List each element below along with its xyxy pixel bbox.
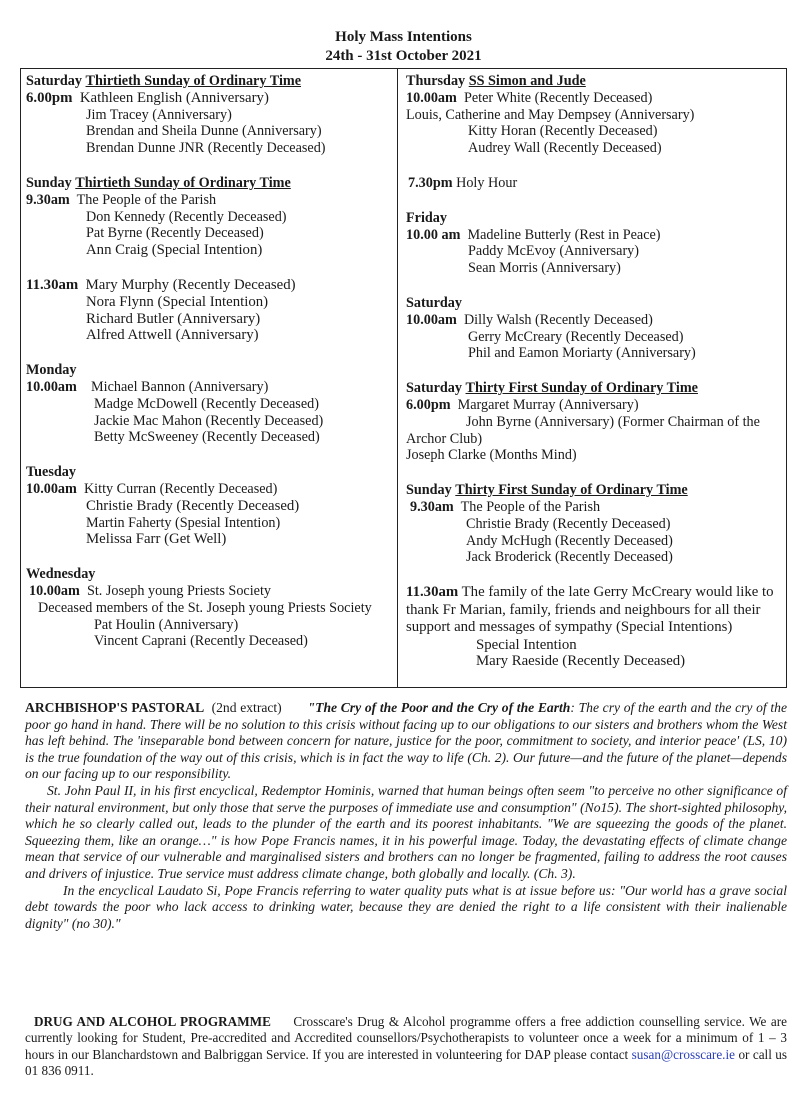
intention: Audrey Wall (Recently Deceased) <box>468 140 662 157</box>
intention: Madeline Butterly (Rest in Peace) <box>467 226 661 243</box>
intention: Peter White (Recently Deceased) <box>463 89 653 106</box>
saturday-vigil-31-section <box>406 380 782 464</box>
intention: Sean Morris (Anniversary) <box>468 260 621 277</box>
day-label: Saturday <box>406 380 462 397</box>
section-heading: ARCHBISHOP'S PASTORAL <box>25 700 205 715</box>
mass-time: 10.00 am <box>406 226 461 243</box>
mass-intentions-table <box>20 68 787 688</box>
holy-hour-section <box>406 175 782 192</box>
intention: Kathleen English (Anniversary) <box>79 89 269 106</box>
day-label: Wednesday <box>26 566 96 583</box>
intention: Andy McHugh (Recently Deceased) <box>466 532 673 549</box>
sunday-31-1130-section <box>406 584 782 670</box>
intention: Holy Hour <box>456 174 518 191</box>
intention: Jackie Mac Mahon (Recently Deceased) <box>94 412 324 429</box>
intention: Gerry McCreary (Recently Deceased) <box>468 328 684 345</box>
section-heading: DRUG AND ALCOHOL PROGRAMME <box>33 1014 271 1029</box>
intention: Joseph Clarke (Months Mind) <box>406 447 577 464</box>
intention: Alfred Attwell (Anniversary) <box>86 327 259 344</box>
archbishops-pastoral <box>25 700 787 932</box>
mass-time: 10.00am <box>29 582 80 599</box>
mass-time: 11.30am <box>26 276 79 293</box>
mass-time: 9.30am <box>26 191 70 208</box>
intention: Martin Faherty (Spesial Intention) <box>86 514 281 531</box>
contact-tail: or call us 01 836 0911. <box>25 1046 788 1079</box>
email-link[interactable]: susan@crosscare.ie <box>631 1046 735 1062</box>
intention: Dilly Walsh (Recently Deceased) <box>463 311 653 328</box>
bulletin-header <box>0 28 807 66</box>
left-column <box>26 73 392 668</box>
intention: Brendan and Sheila Dunne (Anniversary) <box>86 123 322 140</box>
day-label: Friday <box>406 209 447 226</box>
day-label: Sunday <box>406 482 452 499</box>
mass-time: 10.00am <box>406 89 457 106</box>
saturday-section <box>406 295 782 362</box>
intention: Jack Broderick (Recently Deceased) <box>466 549 673 566</box>
intention: Nora Flynn (Special Intention) <box>86 293 269 310</box>
page-title: Holy Mass Intentions <box>335 29 472 45</box>
intention: Archor Club) <box>406 430 483 447</box>
day-label: Saturday <box>406 294 462 311</box>
intention: Michael Bannon (Anniversary) <box>91 378 269 395</box>
drug-alcohol-programme <box>25 1014 787 1080</box>
intention: Pat Houlin (Anniversary) <box>94 616 239 633</box>
intention: Mary Murphy (Recently Deceased) <box>85 276 296 293</box>
paragraph: St. John Paul II, in his first encyclical, Redemptor Hominis, warned that human beings often seem "to perceive no other significance of their natural environment, but only those that serve the purposes of immediate use and consumption" (No15). The short-sighted philosophy, which he so clearly called out, leads to the plunder of the earth and its poorest inhabitants. "We are squeezing the goods of the planet. Squeezing them, like an orange…" is how Pope Francis names, it in his powerful image. Today, the devastating effects of climate change mean that service of our vulnerable and marginalised sisters and brothers can no longer be fragmented, failing to address the root causes and drivers of injustice. True service must address climate change, both globally and locally. (Ch. 3). <box>25 782 787 881</box>
mass-time: 6.00pm <box>406 396 451 413</box>
intention: Brendan Dunne JNR (Recently Deceased) <box>86 140 326 157</box>
pastoral-title: "The Cry of the Poor and the Cry of the Earth <box>307 700 571 715</box>
intention: Melissa Farr (Get Well) <box>86 531 227 548</box>
day-label: Saturday <box>26 73 82 89</box>
intention: The People of the Parish <box>76 191 217 208</box>
sunday-1130-section <box>26 277 392 344</box>
thursday-section <box>406 73 782 157</box>
intention: The family of the late Gerry McCreary would like to thank Fr Marian, family, friends and neighbours for all their support and messages of sympathy (Special Intentions) <box>406 584 774 636</box>
mass-time: 10.00am <box>406 311 457 328</box>
intention: Betty McSweeney (Recently Deceased) <box>94 429 320 446</box>
paragraph: Crosscare's Drug & Alcohol programme offers a free addiction counselling service. We are currently looking for Student, Pre-accredited and Accredited counsellors/Psychotherapists to volunteer once a week for a minimum of 1 – 3 hours in our Blanchardstown and Balbriggan Service. If you are interested in volunteering for DAP please contact <box>25 1014 787 1062</box>
mass-time: 10.00am <box>26 378 77 395</box>
monday-section <box>26 362 392 446</box>
mass-time: 7.30pm <box>408 174 453 191</box>
intention: Mary Raeside (Recently Deceased) <box>476 653 686 670</box>
extract-label: (2nd extract) <box>211 700 282 715</box>
intention: Madge McDowell (Recently Deceased) <box>94 395 319 412</box>
intention: Deceased members of the St. Joseph young Priests Society <box>38 599 372 616</box>
column-divider <box>397 69 398 687</box>
intention: Kitty Horan (Recently Deceased) <box>468 123 658 140</box>
intention: Pat Byrne (Recently Deceased) <box>86 225 264 242</box>
paragraph: In the encyclical Laudato Si, Pope Francis referring to water quality puts what is at issue before us: "Our world has a grave social debt towards the poor who lack access to drinking water, because they are denied the right to a life consistent with their inalienable dignity" (no 30)." <box>25 882 787 931</box>
day-label: Tuesday <box>26 464 76 481</box>
saturday-vigil-section <box>26 73 392 157</box>
intention: Louis, Catherine and May Dempsey (Anniversary) <box>406 106 695 123</box>
right-column <box>406 73 782 688</box>
day-label: Sunday <box>26 174 72 191</box>
liturgy-title: Thirtieth Sunday of Ordinary Time <box>85 73 302 89</box>
intention: Richard Butler (Anniversary) <box>86 310 261 327</box>
intention: Margaret Murray (Anniversary) <box>457 396 639 413</box>
intention: Christie Brady (Recently Deceased) <box>466 515 671 532</box>
intention: John Byrne (Anniversary) (Former Chairman of the <box>466 413 760 430</box>
intention: Jim Tracey (Anniversary) <box>86 106 232 123</box>
liturgy-title: Thirty First Sunday of Ordinary Time <box>455 482 688 499</box>
intention: Christie Brady (Recently Deceased) <box>86 497 300 514</box>
intention: St. Joseph young Priests Society <box>86 582 271 599</box>
day-label: Monday <box>26 362 77 379</box>
date-range: 24th - 31st October 2021 <box>325 48 482 64</box>
intention: Phil and Eamon Moriarty (Anniversary) <box>468 345 696 362</box>
day-label: Thursday <box>406 73 466 89</box>
intention: Don Kennedy (Recently Deceased) <box>86 208 287 225</box>
tuesday-section <box>26 464 392 548</box>
intention: Paddy McEvoy (Anniversary) <box>468 243 639 260</box>
liturgy-title: SS Simon and Jude <box>468 73 586 89</box>
mass-time: 6.00pm <box>26 89 73 106</box>
liturgy-title: Thirtieth Sunday of Ordinary Time <box>75 174 291 191</box>
mass-time: 10.00am <box>26 480 77 497</box>
paragraph: : The cry of the earth and the cry of the poor go hand in hand. There will be no solution to this crisis without facing up to our obligations to our sisters and brothers whom the West has left behind. The 'inseparable bond between concern for nature, justice for the poor, commitment to society, and interior peace' (LS, 10) is the true foundation of the way out of this crisis, which is in fact the way to life (Ch. 2). Our future—and the future of the planet—depends on our facing up to our responsibility. <box>25 700 787 782</box>
liturgy-title: Thirty First Sunday of Ordinary Time <box>465 380 698 397</box>
intention: Ann Craig (Special Intention) <box>86 242 263 259</box>
sunday-31-section <box>406 482 782 566</box>
sunday-section <box>26 175 392 259</box>
intention: Kitty Curran (Recently Deceased) <box>83 480 278 497</box>
mass-time: 11.30am <box>406 584 459 601</box>
friday-section <box>406 210 782 277</box>
intention: The People of the Parish <box>460 498 601 515</box>
mass-time: 9.30am <box>410 498 454 515</box>
intention: Special Intention <box>476 636 577 653</box>
wednesday-section <box>26 566 392 650</box>
intention: Vincent Caprani (Recently Deceased) <box>94 633 308 650</box>
